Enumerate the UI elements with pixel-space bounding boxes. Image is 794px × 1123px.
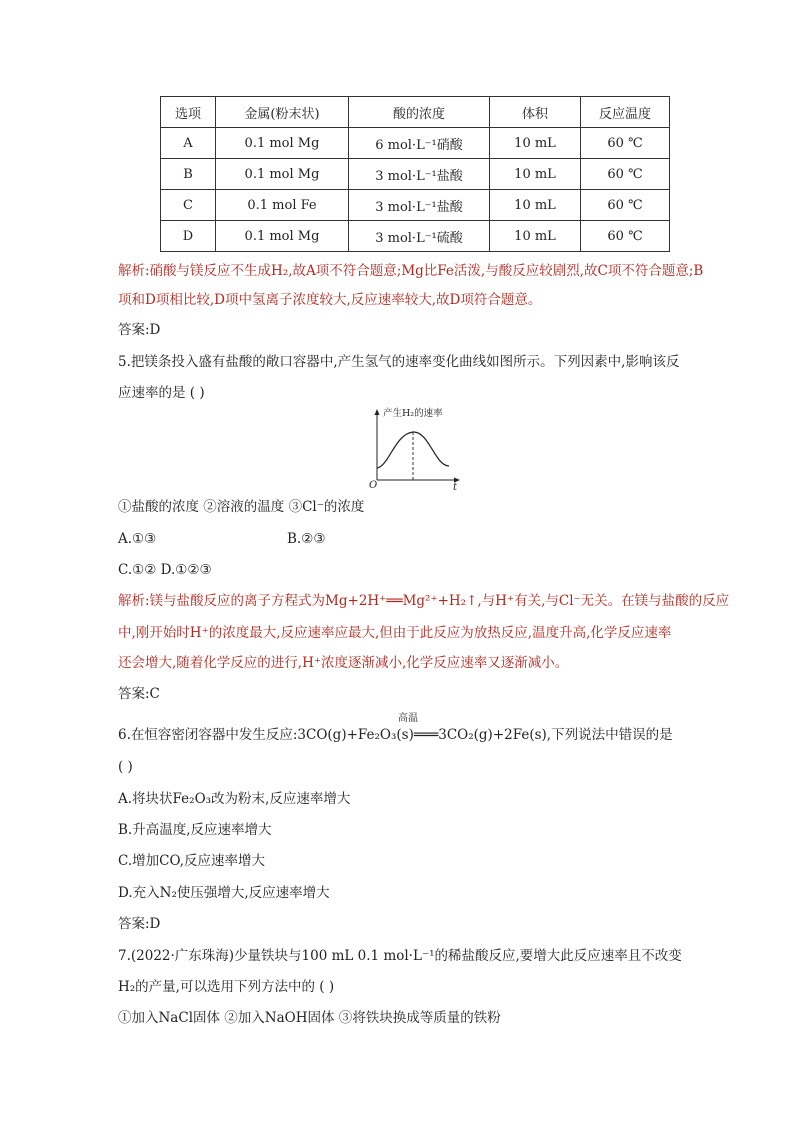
header-option: 选项 [161, 97, 216, 128]
q5-factors: ①盐酸的浓度 ②溶液的温度 ③Cl⁻的浓度 [118, 499, 365, 515]
table-cell: 3 mol·L⁻¹盐酸 [349, 190, 490, 221]
q4-analysis-line: 解析:硝酸与镁反应不生成H₂,故A项不符合题意;Mg比Fe活泼,与酸反应较剧烈,故C项不符合题意;B [118, 263, 704, 279]
q5-option-b: B.②③ [287, 531, 326, 547]
table-cell: 3 mol·L⁻¹盐酸 [349, 159, 490, 190]
q6-reaction-condition: 高温 [398, 713, 418, 724]
rate-time-graph [365, 404, 465, 490]
table-cell: 10 mL [490, 190, 581, 221]
table-cell: 0.1 mol Mg [216, 159, 349, 190]
table-row [161, 128, 670, 159]
table-cell: 60 ℃ [581, 128, 670, 159]
table-row [161, 221, 670, 252]
q6-stem-line: 6.在恒容密闭容器中发生反应:3CO(g)+Fe₂O₃(s)═══3CO₂(g)+2Fe(s),下列说法中错误的是 [118, 727, 673, 743]
y-axis-arrow [375, 409, 380, 415]
q5-option-cd: C.①② D.①②③ [118, 562, 212, 578]
table-row [161, 159, 670, 190]
q7-stem-line: 7.(2022·广东珠海)少量铁块与100 mL 0.1 mol·L⁻¹的稀盐酸反应,要增大此反应速率且不改变 [118, 948, 682, 964]
table-cell: 60 ℃ [581, 159, 670, 190]
table-row [161, 190, 670, 221]
q5-option-a: A.①③ [118, 531, 157, 547]
graph-y-label: 产生H₂的速率 [383, 408, 443, 419]
q5-stem-line: 应速率的是 ( ) [118, 385, 205, 401]
experiment-table [160, 96, 670, 252]
table-cell: 6 mol·L⁻¹硝酸 [349, 128, 490, 159]
table-cell: 0.1 mol Mg [216, 128, 349, 159]
table-cell: 3 mol·L⁻¹硫酸 [349, 221, 490, 252]
q6-option-c: C.增加CO,反应速率增大 [118, 853, 266, 869]
q6-option-d: D.充入N₂使压强增大,反应速率增大 [118, 885, 330, 901]
table-cell: C [161, 190, 216, 221]
table-cell: 0.1 mol Mg [216, 221, 349, 252]
table-cell: 0.1 mol Fe [216, 190, 349, 221]
header-metal: 金属(粉末状) [216, 97, 349, 128]
header-volume: 体积 [490, 97, 581, 128]
table-cell: 60 ℃ [581, 190, 670, 221]
q6-option-a: A.将块状Fe₂O₃改为粉末,反应速率增大 [118, 791, 351, 807]
graph-origin-label: O [369, 480, 378, 490]
q7-stem-line: H₂的产量,可以选用下列方法中的 ( ) [118, 979, 335, 995]
q5-analysis-line: 还会增大,随着化学反应的进行,H⁺浓度逐渐减小,化学反应速率又逐渐减小。 [118, 655, 569, 671]
table-cell: 10 mL [490, 159, 581, 190]
header-temperature: 反应温度 [581, 97, 670, 128]
table-cell: D [161, 221, 216, 252]
q4-analysis-line: 项和D项相比较,D项中氢离子浓度较大,反应速率较大,故D项符合题意。 [118, 292, 542, 308]
q5-analysis-line: 中,刚开始时H⁺的浓度最大,反应速率应最大,但由于此反应为放热反应,温度升高,化学反应速率 [118, 625, 672, 641]
table-cell: B [161, 159, 216, 190]
q6-answer: 答案:D [118, 916, 161, 932]
header-acid: 酸的浓度 [349, 97, 490, 128]
table-cell: 10 mL [490, 221, 581, 252]
table-header-row [161, 97, 670, 128]
q5-answer: 答案:C [118, 686, 160, 702]
table-cell: 60 ℃ [581, 221, 670, 252]
q6-stem-line: ( ) [118, 759, 133, 775]
q5-analysis-line: 解析:镁与盐酸反应的离子方程式为Mg+2H⁺══Mg²⁺+H₂↑,与H⁺有关,与Cl⁻无关。在镁与盐酸的反应 [118, 593, 730, 609]
q5-stem-line: 5.把镁条投入盛有盐酸的敞口容器中,产生氢气的速率变化曲线如图所示。下列因素中,影响该反 [118, 354, 680, 370]
q7-options: ①加入NaCl固体 ②加入NaOH固体 ③将铁块换成等质量的铁粉 [118, 1010, 501, 1026]
graph-x-label: t [453, 482, 458, 490]
q6-option-b: B.升高温度,反应速率增大 [118, 822, 272, 838]
table-cell: A [161, 128, 216, 159]
table-cell: 10 mL [490, 128, 581, 159]
q4-answer: 答案:D [118, 322, 161, 338]
